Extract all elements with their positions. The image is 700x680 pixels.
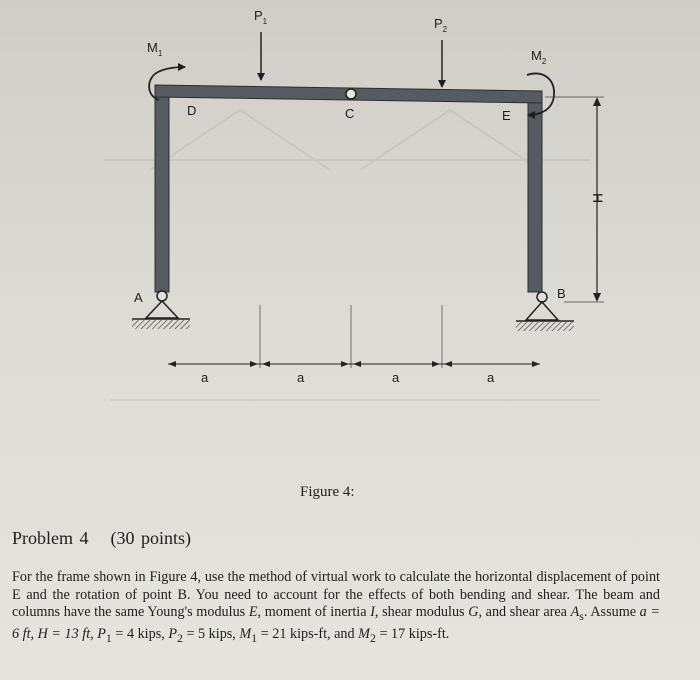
label-spacing-3: a [392, 370, 400, 385]
problem-points: (30 points) [110, 528, 191, 548]
background-ghost-drawing [105, 110, 600, 400]
label-p2: $P_2$ [434, 16, 448, 34]
figure-caption: Figure 4: [300, 484, 355, 500]
label-m2: $M_2$ [531, 48, 547, 66]
label-p1: $P_1$ [254, 8, 268, 26]
spacing-dimensions [168, 305, 540, 368]
label-spacing-4: a [487, 370, 495, 385]
label-point-b: B [557, 286, 566, 301]
label-m1: $M_1$ [147, 40, 163, 58]
hinge-c [346, 89, 356, 99]
right-column [528, 92, 542, 292]
label-height-h: H [590, 193, 606, 204]
label-point-e: E [502, 108, 511, 123]
problem-title: Problem 4 [12, 528, 89, 548]
label-spacing-1: a [201, 370, 209, 385]
label-spacing-2: a [297, 370, 305, 385]
label-point-d: D [187, 103, 197, 118]
problem-heading [12, 528, 191, 549]
problem-statement: For the frame shown in Figure 4, use the method of virtual work to calculate the horizontal displacement of point E and the rotation of point B. You need to account for the effects of both bending and shear. The beam and columns have the same Young's modulus E, moment of inertia I, shear modulus G, and shear area $A_s$. Assume a = 6 ft, H = 13 ft, $P_1 = 4$ kips, $P_2 = 5$ kips, $M_1 = 21$ kips-ft, and $M_2 = 17$ kips-ft. [12, 569, 660, 645]
label-point-a: A [134, 290, 143, 305]
left-column [155, 86, 169, 292]
label-point-c: C [345, 106, 355, 121]
